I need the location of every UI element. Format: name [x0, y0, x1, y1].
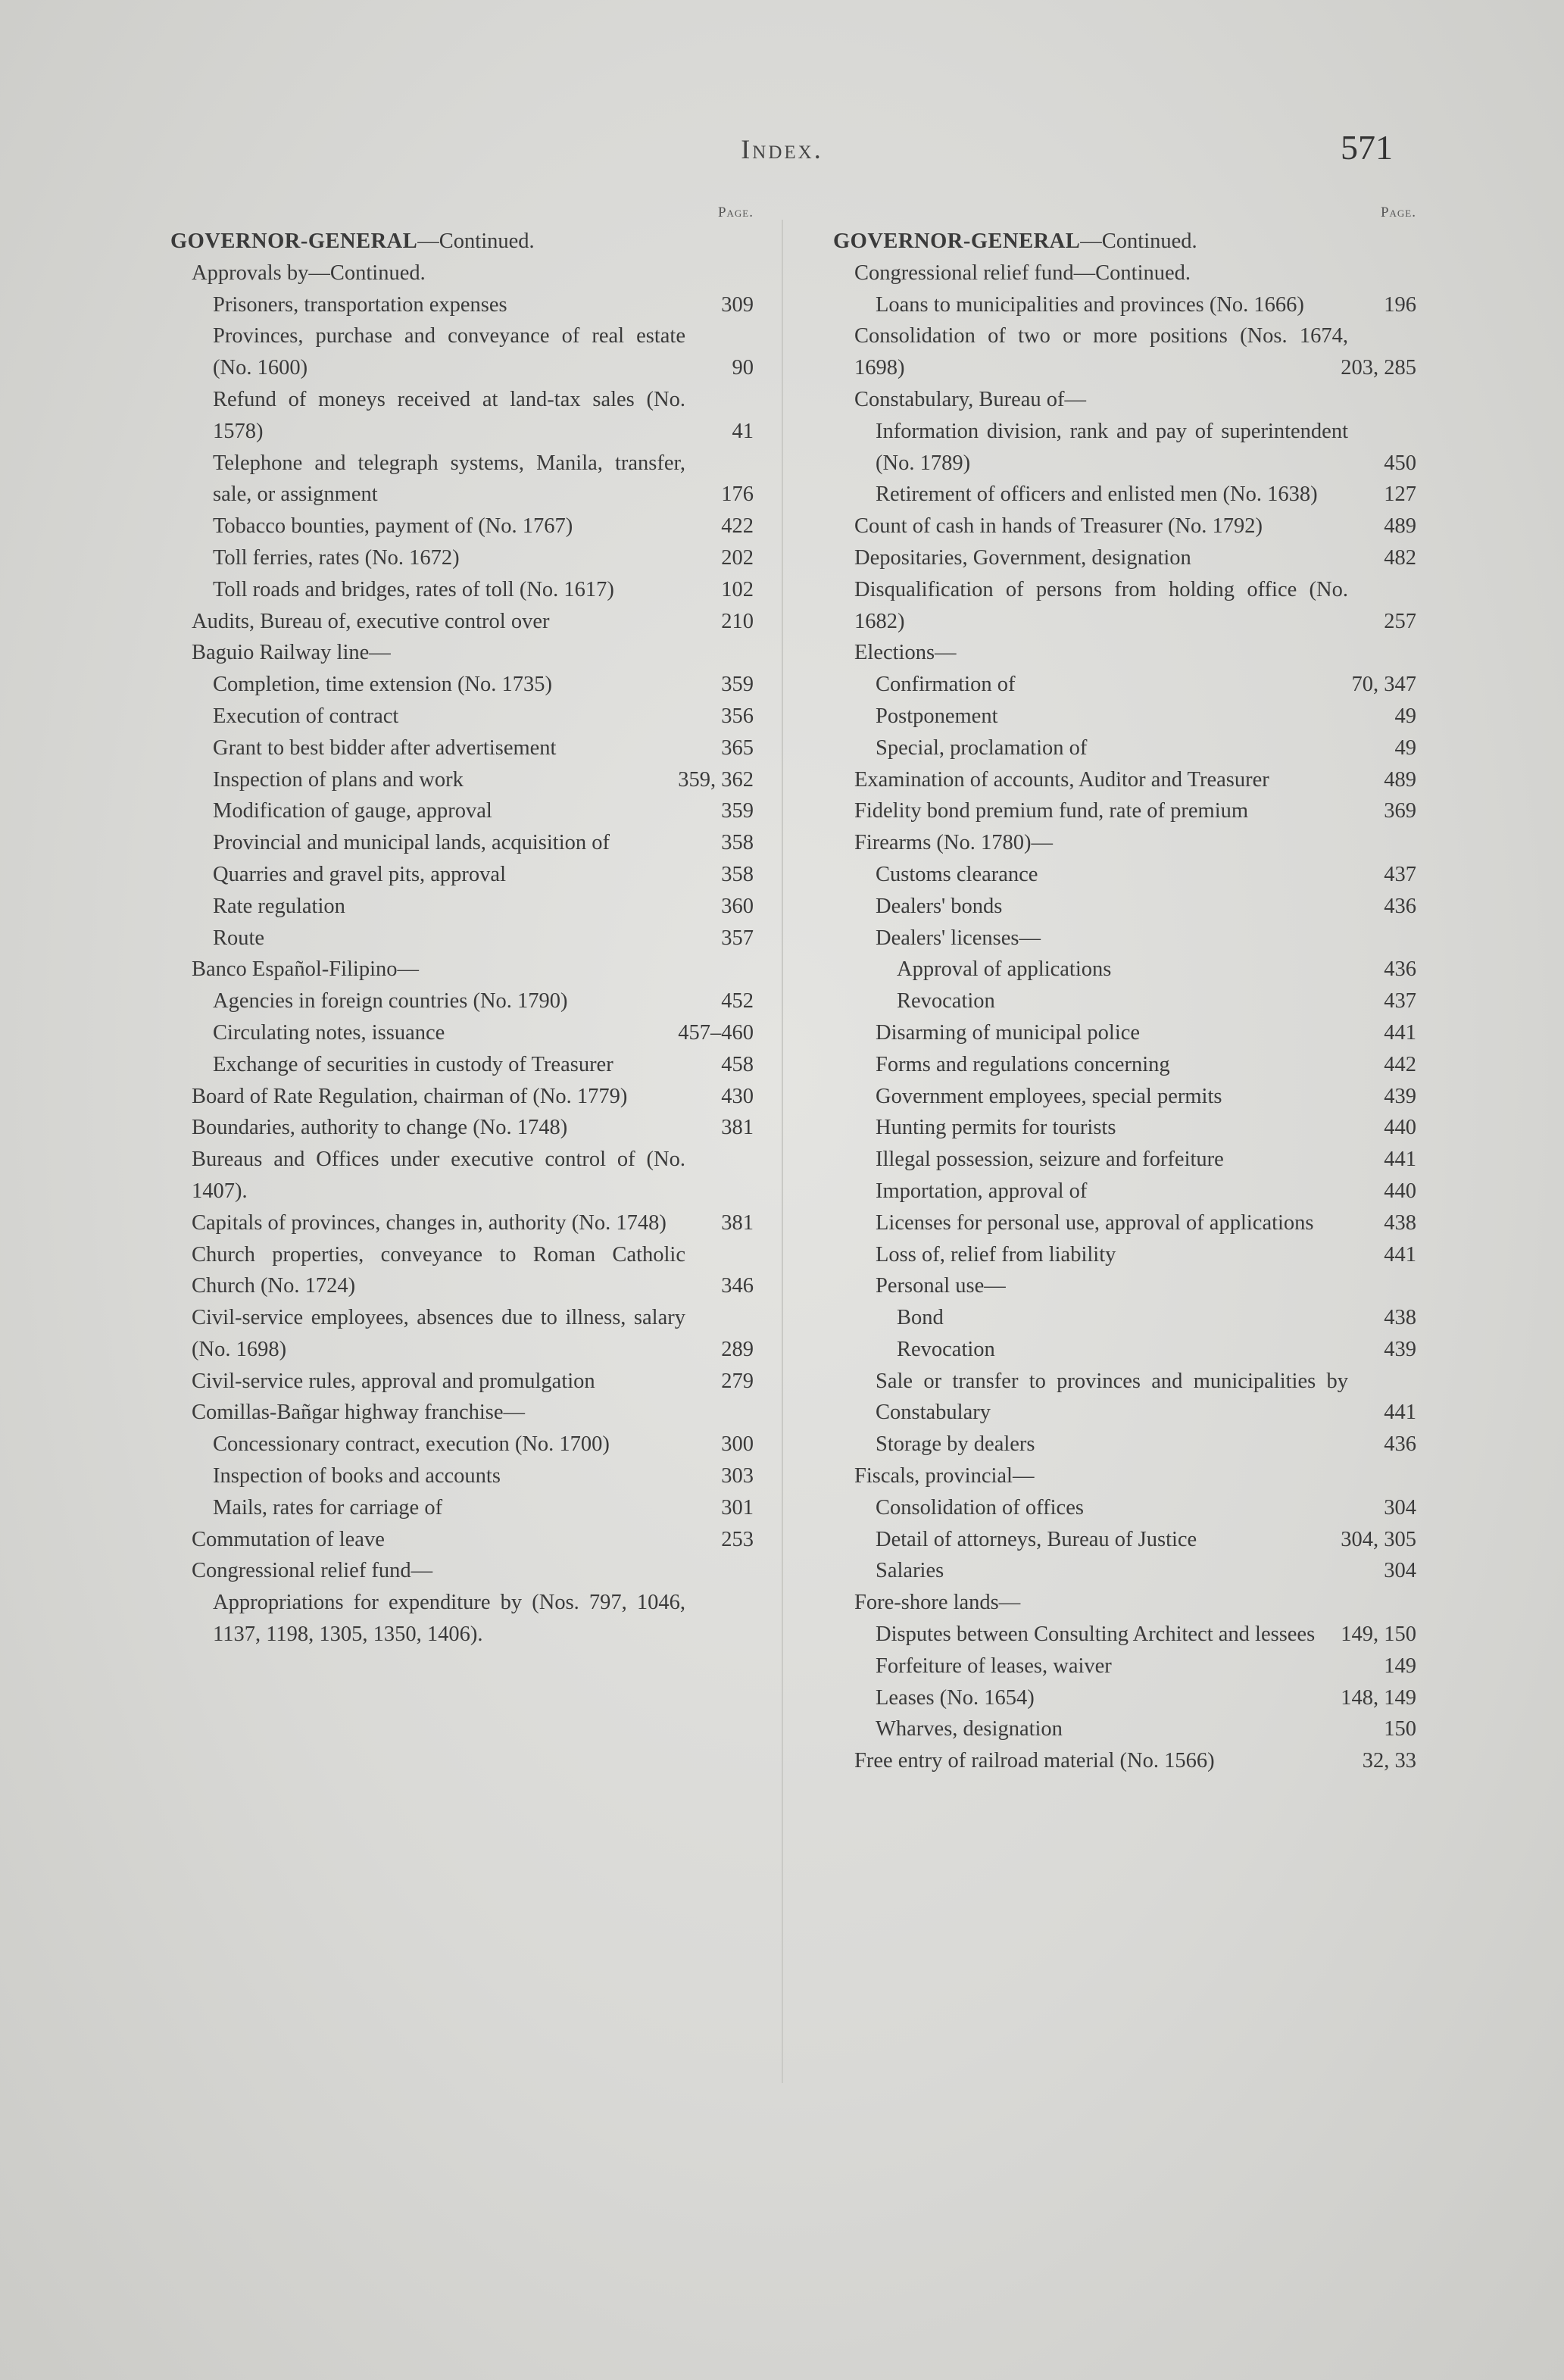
index-entry	[170, 985, 754, 1017]
entry-text: Government employees, special permits	[876, 1084, 1222, 1108]
entry-heading: GOVERNOR-GENERAL	[170, 230, 418, 253]
entry-text: Forms and regulations concerning	[876, 1052, 1170, 1076]
index-entry	[170, 511, 754, 542]
index-entry	[833, 258, 1416, 289]
entry-page-ref: 439	[1384, 1084, 1416, 1108]
entry-text: Disqualification of persons from holding office (No. 1682)	[854, 577, 1348, 633]
entry-text: Refund of moneys received at land-tax sales (No. 1578)	[213, 387, 685, 443]
entry-text: Retirement of officers and enlisted men (No. 1638)	[876, 483, 1318, 507]
index-entry	[833, 1682, 1416, 1714]
index-entry	[833, 1049, 1416, 1081]
index-entry	[170, 258, 754, 289]
entry-page-ref: 436	[1384, 1432, 1416, 1457]
index-entry	[170, 795, 754, 827]
index-entry	[833, 226, 1416, 258]
index-entry	[833, 859, 1416, 891]
entry-page-ref: 196	[1384, 292, 1416, 317]
entry-text: —Continued.	[417, 230, 535, 253]
entry-text: Customs clearance	[876, 862, 1038, 886]
column-divider	[782, 220, 783, 2083]
entry-page-ref: 365	[721, 736, 754, 760]
entry-text: Congressional relief fund—	[192, 1559, 433, 1583]
entry-text: Licenses for personal use, approval of applications	[876, 1210, 1314, 1235]
entry-text: Forfeiture of leases, waiver	[876, 1654, 1112, 1678]
index-entry	[170, 574, 754, 606]
index-entry	[833, 795, 1416, 827]
entry-page-ref: 441	[1384, 1401, 1416, 1425]
entry-page-ref: 442	[1384, 1052, 1416, 1076]
index-entry	[833, 511, 1416, 542]
entry-text: Banco Español-Filipino—	[192, 957, 420, 982]
entry-text: Dealers' licenses—	[876, 926, 1041, 950]
entry-text: Telephone and telegraph systems, Manila, transfer, sale, or assignment	[213, 451, 685, 507]
index-entry	[833, 1017, 1416, 1049]
index-entry	[170, 1239, 754, 1303]
index-entry	[833, 542, 1416, 574]
entry-page-ref: 440	[1384, 1179, 1416, 1203]
index-entry	[833, 891, 1416, 923]
entry-text: Leases (No. 1654)	[876, 1685, 1035, 1710]
entry-page-ref: 289	[721, 1337, 754, 1361]
entry-text: Wharves, designation	[876, 1717, 1063, 1741]
entry-page-ref: 70, 347	[1351, 673, 1416, 697]
entry-text: Civil-service employees, absences due to illness, salary (No. 1698)	[192, 1306, 685, 1361]
index-entry	[833, 574, 1416, 638]
entry-page-ref: 49	[1394, 736, 1416, 760]
entry-text: Salaries	[876, 1559, 944, 1583]
index-entry	[170, 1460, 754, 1492]
index-entry	[833, 1524, 1416, 1556]
index-entry	[833, 1619, 1416, 1651]
entry-text: Elections—	[854, 641, 957, 665]
entry-page-ref: 457–460	[678, 1020, 754, 1045]
entry-text: Bond	[897, 1306, 944, 1330]
entry-page-ref: 482	[1384, 545, 1416, 570]
entry-page-ref: 304	[1384, 1559, 1416, 1583]
index-entries	[833, 226, 1416, 1777]
entry-page-ref: 304	[1384, 1495, 1416, 1520]
index-entry	[833, 1081, 1416, 1113]
entry-page-ref: 358	[721, 831, 754, 855]
entry-text: Grant to best bidder after advertisement	[213, 736, 557, 760]
entry-page-ref: 203, 285	[1341, 356, 1416, 380]
entry-text: Appropriations for expenditure by (Nos. 797, 1046, 1137, 1198, 1305, 1350, 1406).	[213, 1591, 685, 1647]
entry-text: Illegal possession, seizure and forfeiture	[876, 1148, 1224, 1172]
index-entry	[170, 448, 754, 511]
entry-page-ref: 450	[1384, 451, 1416, 475]
entry-page-ref: 49	[1394, 704, 1416, 728]
entry-text: Importation, approval of	[876, 1179, 1088, 1203]
entry-page-ref: 359	[721, 673, 754, 697]
entry-text: Firearms (No. 1780)—	[854, 831, 1053, 855]
entry-text: Agencies in foreign countries (No. 1790)	[213, 989, 568, 1014]
entry-text: Provinces, purchase and conveyance of real estate (No. 1600)	[213, 324, 685, 380]
entry-page-ref: 441	[1384, 1242, 1416, 1267]
index-entry	[833, 1555, 1416, 1587]
entry-text: Completion, time extension (No. 1735)	[213, 673, 553, 697]
entry-text: Inspection of plans and work	[213, 767, 464, 792]
entry-text: Exchange of securities in custody of Treasurer	[213, 1052, 613, 1076]
entry-page-ref: 32, 33	[1362, 1749, 1416, 1773]
index-entry	[833, 320, 1416, 384]
page-column-label: Page.	[717, 205, 754, 220]
entry-text: Information division, rank and pay of superintendent (No. 1789)	[876, 419, 1348, 475]
index-entry	[833, 384, 1416, 416]
entry-page-ref: 210	[721, 609, 754, 633]
index-entry	[833, 701, 1416, 732]
entry-text: Church properties, conveyance to Roman Catholic Church (No. 1724)	[192, 1242, 685, 1298]
entry-page-ref: 150	[1384, 1717, 1416, 1741]
index-entry	[833, 289, 1416, 321]
entry-text: Boundaries, authority to change (No. 1748)	[192, 1116, 568, 1140]
entry-page-ref: 359	[721, 799, 754, 823]
entry-page-ref: 202	[721, 545, 754, 570]
entry-page-ref: 279	[721, 1369, 754, 1393]
entry-page-ref: 300	[721, 1432, 754, 1457]
index-entry	[170, 1049, 754, 1081]
entry-page-ref: 381	[721, 1116, 754, 1140]
entry-text: Circulating notes, issuance	[213, 1020, 445, 1045]
entry-text: Fore-shore lands—	[854, 1591, 1021, 1615]
entry-page-ref: 458	[721, 1052, 754, 1076]
entry-page-ref: 381	[721, 1210, 754, 1235]
entry-text: Inspection of books and accounts	[213, 1464, 501, 1488]
index-entry	[170, 1017, 754, 1049]
entry-text: Hunting permits for tourists	[876, 1116, 1116, 1140]
entry-text: Depositaries, Government, designation	[854, 545, 1191, 570]
entry-text: Revocation	[897, 989, 995, 1014]
entry-text: Civil-service rules, approval and promulgation	[192, 1369, 595, 1393]
entry-page-ref: 430	[721, 1084, 754, 1108]
entry-page-ref: 358	[721, 862, 754, 886]
index-entry	[833, 1270, 1416, 1302]
index-entry	[833, 732, 1416, 764]
entry-page-ref: 357	[721, 926, 754, 950]
index-entries	[170, 226, 754, 1651]
index-entry	[170, 732, 754, 764]
index-entry	[833, 1176, 1416, 1207]
page-number: 571	[1341, 128, 1393, 167]
entry-page-ref: 148, 149	[1341, 1685, 1416, 1710]
entry-text: Postponement	[876, 704, 998, 728]
index-entry	[833, 1144, 1416, 1176]
entry-text: Modification of gauge, approval	[213, 799, 492, 823]
index-entry	[170, 1366, 754, 1398]
index-entry	[833, 1239, 1416, 1271]
entry-page-ref: 90	[732, 356, 754, 380]
entry-text: Fiscals, provincial—	[854, 1464, 1035, 1488]
entry-text: Tobacco bounties, payment of (No. 1767)	[213, 514, 573, 539]
entry-page-ref: 346	[721, 1274, 754, 1298]
entry-text: Loss of, relief from liability	[876, 1242, 1116, 1267]
entry-page-ref: 437	[1384, 989, 1416, 1014]
entry-page-ref: 452	[721, 989, 754, 1014]
index-entry	[170, 891, 754, 923]
index-entry	[833, 1745, 1416, 1777]
index-column-left	[170, 205, 754, 1651]
index-entry	[170, 226, 754, 258]
index-entry	[170, 1429, 754, 1460]
entry-page-ref: 301	[721, 1495, 754, 1520]
index-entry	[170, 1144, 754, 1207]
entry-page-ref: 149	[1384, 1654, 1416, 1678]
entry-page-ref: 360	[721, 894, 754, 918]
entry-page-ref: 257	[1384, 609, 1416, 633]
index-entry	[170, 1587, 754, 1651]
index-entry	[170, 542, 754, 574]
entry-page-ref: 356	[721, 704, 754, 728]
entry-page-ref: 440	[1384, 1116, 1416, 1140]
entry-page-ref: 253	[721, 1527, 754, 1551]
index-entry	[833, 637, 1416, 669]
entry-text: Disputes between Consulting Architect and lessees	[876, 1623, 1316, 1647]
entry-page-ref: 441	[1384, 1148, 1416, 1172]
index-title: Index.	[741, 134, 823, 164]
entry-page-ref: 176	[721, 483, 754, 507]
entry-page-ref: 436	[1384, 957, 1416, 982]
entry-text: Congressional relief fund—Continued.	[854, 261, 1191, 285]
index-entry	[833, 1651, 1416, 1682]
index-entry	[833, 985, 1416, 1017]
index-entry	[170, 1555, 754, 1587]
entry-text: Free entry of railroad material (No. 1566)	[854, 1749, 1215, 1773]
entry-text: Baguio Railway line—	[192, 641, 391, 665]
index-entry	[170, 1397, 754, 1429]
index-entry	[170, 669, 754, 701]
entry-text: Comillas-Bañgar highway franchise—	[192, 1401, 526, 1425]
entry-text: Bureaus and Offices under executive control of (No. 1407).	[192, 1148, 685, 1203]
entry-text: Constabulary, Bureau of—	[854, 387, 1087, 411]
entry-text: Personal use—	[876, 1274, 1006, 1298]
entry-text: Confirmation of	[876, 673, 1016, 697]
entry-page-ref: 441	[1384, 1020, 1416, 1045]
page-column-label: Page.	[1380, 205, 1416, 220]
entry-page-ref: 149, 150	[1341, 1623, 1416, 1647]
index-entry	[833, 1587, 1416, 1619]
index-entry	[833, 1713, 1416, 1745]
entry-text: Rate regulation	[213, 894, 345, 918]
entry-text: Dealers' bonds	[876, 894, 1003, 918]
index-entry	[170, 320, 754, 384]
entry-text: Count of cash in hands of Treasurer (No. 1792)	[854, 514, 1263, 539]
index-entry	[170, 827, 754, 859]
entry-text: Approvals by—Continued.	[192, 261, 426, 285]
entry-text: Quarries and gravel pits, approval	[213, 862, 506, 886]
index-entry	[170, 1302, 754, 1366]
entry-text: Capitals of provinces, changes in, authority (No. 1748)	[192, 1210, 666, 1235]
index-entry	[170, 1112, 754, 1144]
index-entry	[833, 1492, 1416, 1524]
entry-text: Examination of accounts, Auditor and Treasurer	[854, 767, 1269, 792]
index-entry	[170, 859, 754, 891]
index-entry	[170, 384, 754, 448]
entry-text: Sale or transfer to provinces and municipalities by Constabulary	[876, 1369, 1348, 1425]
index-entry	[833, 923, 1416, 954]
entry-text: Loans to municipalities and provinces (No. 1666)	[876, 292, 1304, 317]
entry-page-ref: 439	[1384, 1337, 1416, 1361]
entry-text: Approval of applications	[897, 957, 1112, 982]
index-entry	[170, 764, 754, 796]
entry-text: Disarming of municipal police	[876, 1020, 1141, 1045]
entry-page-ref: 304, 305	[1341, 1527, 1416, 1551]
entry-text: Prisoners, transportation expenses	[213, 292, 507, 317]
entry-text: Audits, Bureau of, executive control over	[192, 609, 550, 633]
index-column-right	[833, 205, 1416, 1777]
entry-text: Special, proclamation of	[876, 736, 1088, 760]
index-entry	[833, 1207, 1416, 1239]
entry-page-ref: 436	[1384, 894, 1416, 918]
entry-text: Execution of contract	[213, 704, 399, 728]
entry-text: Toll ferries, rates (No. 1672)	[213, 545, 460, 570]
index-entry	[833, 764, 1416, 796]
entry-text: Route	[213, 926, 265, 950]
entry-page-ref: 438	[1384, 1306, 1416, 1330]
index-entry	[833, 1429, 1416, 1460]
entry-text: Storage by dealers	[876, 1432, 1035, 1457]
entry-text: Commutation of leave	[192, 1527, 385, 1551]
index-entry	[170, 1524, 754, 1556]
entry-text: Detail of attorneys, Bureau of Justice	[876, 1527, 1197, 1551]
entry-text: Provincial and municipal lands, acquisition of	[213, 831, 610, 855]
entry-page-ref: 489	[1384, 514, 1416, 539]
index-entry	[170, 954, 754, 985]
index-entry	[170, 701, 754, 732]
entry-page-ref: 41	[732, 419, 754, 443]
entry-page-ref: 359, 362	[678, 767, 754, 792]
entry-page-ref: 303	[721, 1464, 754, 1488]
entry-page-ref: 102	[721, 577, 754, 601]
entry-text: Revocation	[897, 1337, 995, 1361]
index-entry	[170, 1207, 754, 1239]
entry-text: Consolidation of two or more positions (Nos. 1674, 1698)	[854, 324, 1348, 380]
index-entry	[833, 827, 1416, 859]
index-entry	[170, 289, 754, 321]
entry-page-ref: 489	[1384, 767, 1416, 792]
index-entry	[833, 1112, 1416, 1144]
entry-text: Concessionary contract, execution (No. 1700)	[213, 1432, 610, 1457]
index-entry	[170, 606, 754, 638]
entry-text: Fidelity bond premium fund, rate of premium	[854, 799, 1249, 823]
index-entry	[170, 1081, 754, 1113]
entry-text: Board of Rate Regulation, chairman of (No. 1779)	[192, 1084, 628, 1108]
index-entry	[833, 669, 1416, 701]
entry-page-ref: 437	[1384, 862, 1416, 886]
entry-heading: GOVERNOR-GENERAL	[833, 230, 1081, 253]
entry-page-ref: 369	[1384, 799, 1416, 823]
index-entry	[833, 1302, 1416, 1334]
index-entry	[833, 1334, 1416, 1366]
index-entry	[833, 1366, 1416, 1429]
entry-page-ref: 127	[1384, 483, 1416, 507]
entry-text: Consolidation of offices	[876, 1495, 1084, 1520]
entry-text: Toll roads and bridges, rates of toll (No. 1617)	[213, 577, 614, 601]
entry-page-ref: 422	[721, 514, 754, 539]
entry-text: Mails, rates for carriage of	[213, 1495, 443, 1520]
entry-text: —Continued.	[1080, 230, 1197, 253]
entry-page-ref: 309	[721, 292, 754, 317]
index-entry	[833, 1460, 1416, 1492]
index-entry	[170, 637, 754, 669]
entry-page-ref: 438	[1384, 1210, 1416, 1235]
index-entry	[833, 479, 1416, 511]
index-entry	[833, 954, 1416, 985]
index-entry	[170, 1492, 754, 1524]
index-entry	[170, 923, 754, 954]
index-entry	[833, 416, 1416, 479]
